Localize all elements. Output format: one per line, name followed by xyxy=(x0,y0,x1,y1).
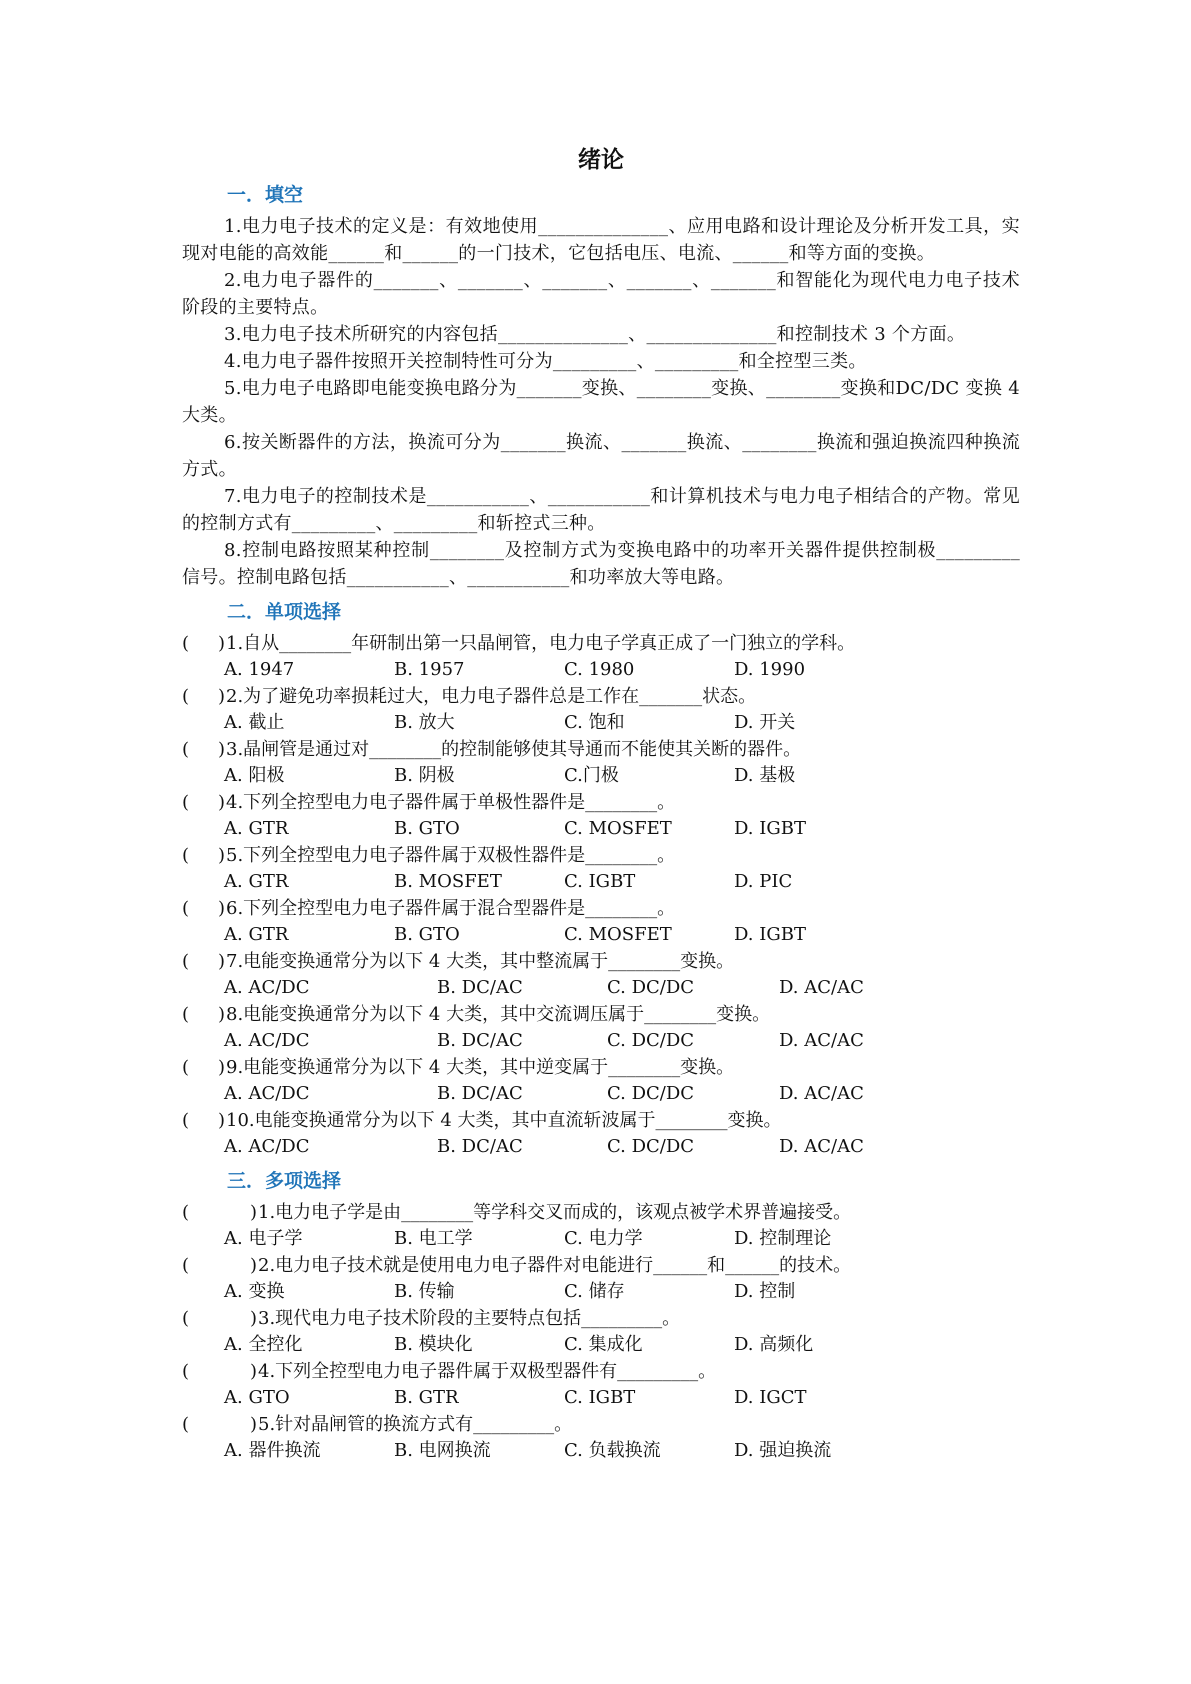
option-c[interactable]: C. 负载换流 xyxy=(564,1440,661,1461)
option-d[interactable]: D. 基极 xyxy=(734,765,796,786)
document-content xyxy=(182,142,1020,1464)
option-c[interactable]: C. DC/DC xyxy=(607,1083,695,1104)
option-c[interactable]: C. 1980 xyxy=(564,659,635,680)
answer-paren-close: ) xyxy=(218,1057,226,1078)
option-c[interactable]: C. MOSFET xyxy=(564,818,672,839)
options-row xyxy=(182,1028,1020,1054)
section-heading-multi: 三．多项选择 xyxy=(227,1170,342,1192)
fill-question: 2.电力电子器件的_______、_______、_______、_______、_______和智能化为现代电力电子技术阶段的主要特点。 xyxy=(182,270,1020,318)
option-a[interactable]: A. AC/DC xyxy=(224,1136,310,1157)
option-a[interactable]: A. 变换 xyxy=(224,1281,285,1302)
option-d[interactable]: D. 开关 xyxy=(734,712,796,733)
answer-paren-open[interactable]: ( xyxy=(182,845,190,866)
option-d[interactable]: D. AC/AC xyxy=(779,1136,864,1157)
option-b[interactable]: B. DC/AC xyxy=(437,1136,523,1157)
page-title: 绪论 xyxy=(578,147,624,173)
option-d[interactable]: D. IGCT xyxy=(734,1387,807,1408)
question-row xyxy=(182,1001,1020,1028)
option-b[interactable]: B. 阴极 xyxy=(394,765,455,786)
answer-paren-open[interactable]: ( xyxy=(182,1202,190,1223)
option-a[interactable]: A. GTR xyxy=(224,818,289,839)
option-c[interactable]: C.门极 xyxy=(564,765,619,786)
option-d[interactable]: D. PIC xyxy=(734,871,793,892)
answer-paren-open[interactable]: ( xyxy=(182,898,190,919)
option-c[interactable]: C. 集成化 xyxy=(564,1334,643,1355)
answer-paren-close: ) xyxy=(218,951,226,972)
question-text: 9.电能变换通常分为以下 4 大类，其中逆变属于________变换。 xyxy=(226,1057,735,1078)
option-b[interactable]: B. GTR xyxy=(394,1387,459,1408)
question-text: 6.下列全控型电力电子器件属于混合型器件是________。 xyxy=(226,898,676,919)
question-text: 3.晶闸管是通过对________的控制能够使其导通而不能使其关断的器件。 xyxy=(226,739,802,760)
answer-paren-close: ) xyxy=(218,1110,226,1131)
option-c[interactable]: C. DC/DC xyxy=(607,977,695,998)
option-b[interactable]: B. 电网换流 xyxy=(394,1440,491,1461)
answer-paren-open[interactable]: ( xyxy=(182,1308,190,1329)
option-d[interactable]: D. 控制 xyxy=(734,1281,796,1302)
option-b[interactable]: B. DC/AC xyxy=(437,977,523,998)
answer-paren-close: ) xyxy=(218,792,226,813)
option-a[interactable]: A. GTR xyxy=(224,871,289,892)
fill-question: 5.电力电子电路即电能变换电路分为_______变换、________变换、________变换和DC/DC 变换 4 大类。 xyxy=(182,378,1020,426)
question-row xyxy=(182,1252,1020,1279)
option-c[interactable]: C. 储存 xyxy=(564,1281,625,1302)
option-a[interactable]: A. GTO xyxy=(224,1387,290,1408)
single-choice-list xyxy=(182,630,1020,1160)
option-d[interactable]: D. 高频化 xyxy=(734,1334,814,1355)
options-row xyxy=(182,1332,1020,1358)
option-a[interactable]: A. AC/DC xyxy=(224,1030,310,1051)
option-a[interactable]: A. 电子学 xyxy=(224,1228,303,1249)
option-a[interactable]: A. AC/DC xyxy=(224,977,310,998)
options-row xyxy=(182,1438,1020,1464)
option-a[interactable]: A. 全控化 xyxy=(224,1334,303,1355)
question-text: 4.下列全控型电力电子器件属于双极型器件有_________。 xyxy=(258,1361,717,1382)
option-b[interactable]: B. DC/AC xyxy=(437,1030,523,1051)
options-row xyxy=(182,1134,1020,1160)
option-b[interactable]: B. GTO xyxy=(394,818,460,839)
answer-paren-open[interactable]: ( xyxy=(182,951,190,972)
options-row xyxy=(182,710,1020,736)
fill-question: 4.电力电子器件按照开关控制特性可分为_________、_________和全控型三类。 xyxy=(224,351,867,372)
question-row xyxy=(182,1305,1020,1332)
fill-question: 7.电力电子的控制技术是___________、___________和计算机技术与电力电子相结合的产物。常见的控制方式有_________、_________和斩控式三种。 xyxy=(182,486,1020,534)
answer-paren-close: ) xyxy=(218,845,226,866)
question-row xyxy=(182,789,1020,816)
options-row xyxy=(182,763,1020,789)
answer-paren-close: ) xyxy=(250,1414,258,1435)
options-row xyxy=(182,657,1020,683)
option-c[interactable]: C. 电力学 xyxy=(564,1228,643,1249)
option-d[interactable]: D. 1990 xyxy=(734,659,806,680)
answer-paren-open[interactable]: ( xyxy=(182,1057,190,1078)
answer-paren-open[interactable]: ( xyxy=(182,739,190,760)
fill-question: 8.控制电路按照某种控制________及控制方式为变换电路中的功率开关器件提供控制极_________信号。控制电路包括___________、___________和功率放大等电路。 xyxy=(182,540,1020,588)
question-row xyxy=(182,1107,1020,1134)
options-row xyxy=(182,816,1020,842)
option-d[interactable]: D. AC/AC xyxy=(779,1083,864,1104)
question-text: 4.下列全控型电力电子器件属于单极性器件是________。 xyxy=(226,792,676,813)
option-d[interactable]: D. 强迫换流 xyxy=(734,1440,832,1461)
question-row xyxy=(182,1358,1020,1385)
option-a[interactable]: A. 截止 xyxy=(224,712,285,733)
fill-blank-list xyxy=(182,213,1020,591)
question-text: 1.自从________年研制出第一只晶闸管，电力电子学真正成了一门独立的学科。 xyxy=(226,633,856,654)
question-row xyxy=(182,1199,1020,1226)
question-row xyxy=(182,736,1020,763)
option-c[interactable]: C. DC/DC xyxy=(607,1136,695,1157)
options-row xyxy=(182,869,1020,895)
option-d[interactable]: D. AC/AC xyxy=(779,1030,864,1051)
option-a[interactable]: A. 器件换流 xyxy=(224,1440,321,1461)
question-row xyxy=(182,948,1020,975)
answer-paren-open[interactable]: ( xyxy=(182,686,190,707)
options-row xyxy=(182,1385,1020,1411)
answer-paren-open[interactable]: ( xyxy=(182,1110,190,1131)
multi-choice-list xyxy=(182,1199,1020,1464)
question-text: 1.电力电子学是由________等学科交叉而成的，该观点被学术界普遍接受。 xyxy=(258,1202,852,1223)
question-text: 2.为了避免功率损耗过大，电力电子器件总是工作在_______状态。 xyxy=(226,686,757,707)
option-a[interactable]: A. GTR xyxy=(224,924,289,945)
option-a[interactable]: A. AC/DC xyxy=(224,1083,310,1104)
answer-paren-close: ) xyxy=(250,1308,258,1329)
question-row xyxy=(182,683,1020,710)
options-row xyxy=(182,975,1020,1001)
option-b[interactable]: B. DC/AC xyxy=(437,1083,523,1104)
question-text: 7.电能变换通常分为以下 4 大类，其中整流属于________变换。 xyxy=(226,951,735,972)
question-row xyxy=(182,1054,1020,1081)
section-heading-fill: 一．填空 xyxy=(227,184,304,206)
options-row xyxy=(182,1279,1020,1305)
answer-paren-close: ) xyxy=(218,898,226,919)
answer-paren-open[interactable]: ( xyxy=(182,1361,190,1382)
option-a[interactable]: A. 1947 xyxy=(224,659,295,680)
answer-paren-open[interactable]: ( xyxy=(182,1004,190,1025)
question-text: 2.电力电子技术就是使用电力电子器件对电能进行______和______的技术。 xyxy=(258,1255,852,1276)
answer-paren-close: ) xyxy=(218,633,226,654)
question-row xyxy=(182,842,1020,869)
answer-paren-open[interactable]: ( xyxy=(182,633,190,654)
answer-paren-close: ) xyxy=(250,1361,258,1382)
question-text: 5.下列全控型电力电子器件属于双极性器件是________。 xyxy=(226,845,676,866)
fill-question: 6.按关断器件的方法，换流可分为_______换流、_______换流、________换流和强迫换流四种换流方式。 xyxy=(182,432,1020,480)
option-c[interactable]: C. 饱和 xyxy=(564,712,625,733)
question-row xyxy=(182,1411,1020,1438)
answer-paren-close: ) xyxy=(218,686,226,707)
option-b[interactable]: B. 模块化 xyxy=(394,1334,473,1355)
options-row xyxy=(182,922,1020,948)
option-c[interactable]: C. MOSFET xyxy=(564,924,672,945)
question-row xyxy=(182,630,1020,657)
option-b[interactable]: B. 电工学 xyxy=(394,1228,473,1249)
answer-paren-open[interactable]: ( xyxy=(182,1255,190,1276)
options-row xyxy=(182,1226,1020,1252)
option-b[interactable]: B. 传输 xyxy=(394,1281,455,1302)
question-text: 5.针对晶闸管的换流方式有_________。 xyxy=(258,1414,573,1435)
question-text: 3.现代电力电子技术阶段的主要特点包括_________。 xyxy=(258,1308,681,1329)
question-text: 8.电能变换通常分为以下 4 大类，其中交流调压属于________变换。 xyxy=(226,1004,771,1025)
answer-paren-open[interactable]: ( xyxy=(182,1414,190,1435)
section-heading-single: 二．单项选择 xyxy=(227,601,342,623)
option-d[interactable]: D. IGBT xyxy=(734,924,806,945)
option-c[interactable]: C. IGBT xyxy=(564,1387,636,1408)
answer-paren-open[interactable]: ( xyxy=(182,792,190,813)
answer-paren-close: ) xyxy=(218,1004,226,1025)
fill-question: 1.电力电子技术的定义是：有效地使用______________、应用电路和设计理论及分析开发工具，实现对电能的高效能______和______的一门技术，它包括电压、电流、______和等方面的变换。 xyxy=(182,216,1020,264)
answer-paren-close: ) xyxy=(218,739,226,760)
question-row xyxy=(182,895,1020,922)
fill-question: 3.电力电子技术所研究的内容包括______________、______________和控制技术 3 个方面。 xyxy=(224,324,966,345)
option-b[interactable]: B. 放大 xyxy=(394,712,455,733)
answer-paren-close: ) xyxy=(250,1202,258,1223)
option-d[interactable]: D. 控制理论 xyxy=(734,1228,832,1249)
option-b[interactable]: B. 1957 xyxy=(394,659,465,680)
option-b[interactable]: B. MOSFET xyxy=(394,871,502,892)
option-c[interactable]: C. IGBT xyxy=(564,871,636,892)
answer-paren-close: ) xyxy=(250,1255,258,1276)
option-c[interactable]: C. DC/DC xyxy=(607,1030,695,1051)
option-d[interactable]: D. IGBT xyxy=(734,818,806,839)
option-a[interactable]: A. 阳极 xyxy=(224,765,285,786)
option-b[interactable]: B. GTO xyxy=(394,924,460,945)
question-text: 10.电能变换通常分为以下 4 大类，其中直流斩波属于________变换。 xyxy=(226,1110,782,1131)
option-d[interactable]: D. AC/AC xyxy=(779,977,864,998)
options-row xyxy=(182,1081,1020,1107)
